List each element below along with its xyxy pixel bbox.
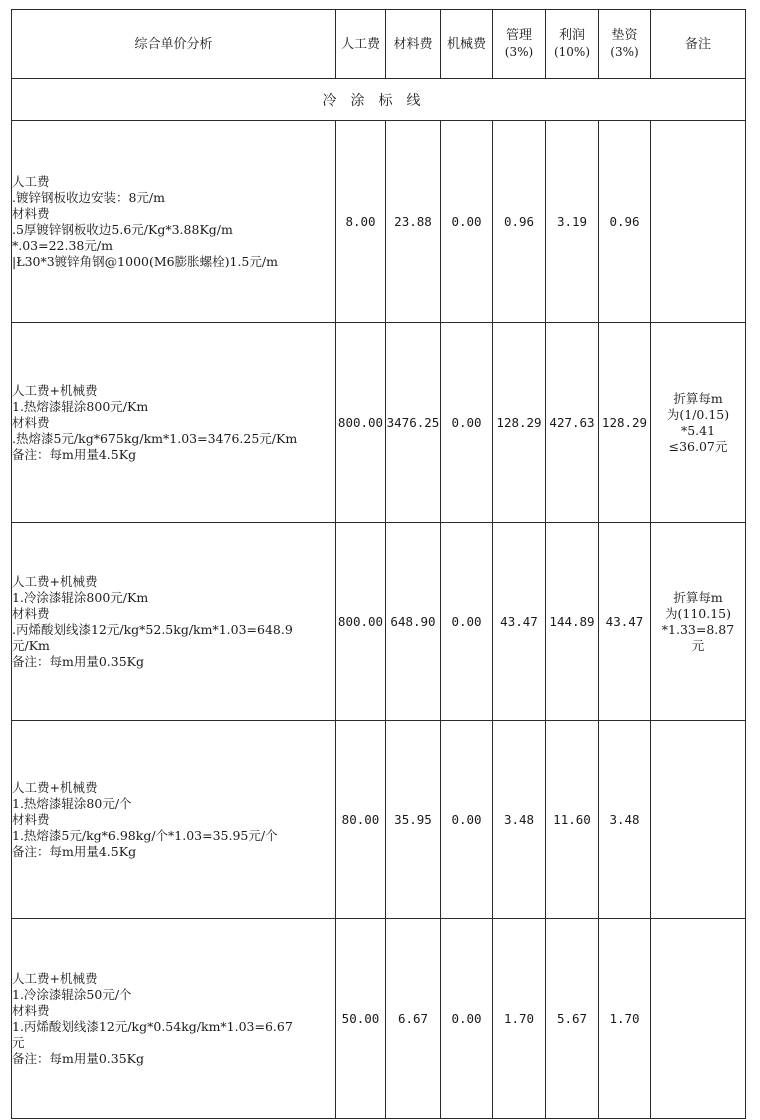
remark-line: 折算每m: [673, 390, 723, 406]
description-line: .5厚镀锌钢板收边5.6元/Kg*3.88Kg/m: [12, 221, 233, 237]
advance-cell: 0.96: [599, 121, 651, 323]
management-fee-cell: 3.48: [493, 721, 546, 919]
remarks-cell: [651, 121, 746, 323]
row-description: [12, 523, 336, 721]
header-mgmt: [493, 10, 546, 79]
material-cost-cell: 35.95: [386, 721, 441, 919]
description-line: 备注：每m用量4.5Kg: [12, 446, 137, 462]
management-fee-cell: 0.96: [493, 121, 546, 323]
row-description: [12, 721, 336, 919]
management-fee-cell: 1.70: [493, 919, 546, 1119]
machine-cost-cell: 0.00: [441, 919, 493, 1119]
machine-cost-cell: 0.00: [441, 523, 493, 721]
profit-cell: 3.19: [546, 121, 599, 323]
material-cost-cell: 648.90: [386, 523, 441, 721]
description-line: 人工费+机械费: [12, 779, 98, 795]
header-mgmt-label: 管理: [505, 28, 532, 43]
description-line: 元: [12, 1034, 25, 1050]
header-profit-pct: (10%): [553, 45, 591, 59]
description-line: 人工费: [12, 173, 50, 189]
remarks-cell: [651, 721, 746, 919]
advance-cell: 128.29: [599, 323, 651, 523]
description-line: 材料费: [12, 1002, 50, 1018]
row-description: [12, 323, 336, 523]
description-line: 1.丙烯酸划线漆12元/kg*0.54kg/km*1.03=6.67: [12, 1018, 293, 1034]
description-line: 1.热熔漆辊涂800元/Km: [12, 398, 149, 414]
description-line: 元/Km: [12, 637, 50, 653]
machine-cost-cell: 0.00: [441, 121, 493, 323]
section-row: [12, 79, 746, 121]
description-line: 1.冷涂漆辊涂50元/个: [12, 986, 132, 1002]
remark-line: 为(110.15): [665, 605, 731, 621]
description-line: .丙烯酸划线漆12元/kg*52.5kg/km*1.03=648.9: [12, 621, 293, 637]
description-line: 材料费: [12, 811, 50, 827]
header-machine: 机械费: [441, 10, 493, 79]
labor-cost-cell: 80.00: [336, 721, 386, 919]
remarks-cell: [651, 523, 746, 721]
profit-cell: 5.67: [546, 919, 599, 1119]
machine-cost-cell: 0.00: [441, 721, 493, 919]
description-line: 人工费+机械费: [12, 382, 98, 398]
row-description: [12, 919, 336, 1119]
management-fee-cell: 43.47: [493, 523, 546, 721]
remarks-cell: [651, 919, 746, 1119]
row-description: [12, 121, 336, 323]
table-row: [12, 523, 746, 721]
table-row: [12, 721, 746, 919]
profit-cell: 11.60: [546, 721, 599, 919]
advance-cell: 43.47: [599, 523, 651, 721]
table-row: [12, 121, 746, 323]
header-profit-label: 利润: [558, 28, 585, 43]
header-remarks: 备注: [651, 10, 746, 79]
advance-cell: 3.48: [599, 721, 651, 919]
remark-line: 元: [691, 637, 705, 653]
remarks-cell: [651, 323, 746, 523]
header-profit: [546, 10, 599, 79]
labor-cost-cell: 50.00: [336, 919, 386, 1119]
description-line: 备注：每m用量0.35Kg: [12, 1050, 145, 1066]
header-mgmt-pct: (3%): [504, 45, 534, 59]
header-row: [12, 10, 746, 79]
remark-line: *1.33=8.87: [661, 621, 735, 637]
table-row: [12, 919, 746, 1119]
description-line: .热熔漆5元/kg*675kg/km*1.03=3476.25元/Km: [12, 430, 298, 446]
management-fee-cell: 128.29: [493, 323, 546, 523]
profit-cell: 144.89: [546, 523, 599, 721]
description-line: 备注：每m用量4.5Kg: [12, 843, 137, 859]
description-line: 材料费: [12, 205, 50, 221]
header-advance: [599, 10, 651, 79]
description-line: 备注：每m用量0.35Kg: [12, 653, 145, 669]
description-line: 1.热熔漆5元/kg*6.98kg/个*1.03=35.95元/个: [12, 827, 278, 843]
material-cost-cell: 6.67: [386, 919, 441, 1119]
header-labor: 人工费: [336, 10, 386, 79]
labor-cost-cell: 8.00: [336, 121, 386, 323]
labor-cost-cell: 800.00: [336, 323, 386, 523]
header-analysis: 综合单价分析: [12, 10, 336, 79]
remark-line: 折算每m: [673, 589, 723, 605]
description-line: 材料费: [12, 414, 50, 430]
advance-cell: 1.70: [599, 919, 651, 1119]
header-advance-pct: (3%): [610, 45, 639, 59]
header-advance-label: 垫资: [611, 28, 638, 43]
description-line: 材料费: [12, 605, 50, 621]
description-line: .镀锌钢板收边安装：8元/m: [12, 189, 165, 205]
material-cost-cell: 23.88: [386, 121, 441, 323]
description-line: 人工费+机械费: [12, 573, 98, 589]
unit-price-analysis-table: [11, 9, 746, 1119]
material-cost-cell: 3476.25: [386, 323, 441, 523]
description-line: *.03=22.38元/m: [12, 237, 113, 253]
description-line: 人工费+机械费: [12, 970, 98, 986]
description-line: 1.热熔漆辊涂80元/个: [12, 795, 132, 811]
description-line: |Ł30*3镀锌角钢@1000(M6膨胀螺栓)1.5元/m: [12, 253, 278, 269]
table-row: [12, 323, 746, 523]
labor-cost-cell: 800.00: [336, 523, 386, 721]
section-title: 冷涂标线: [12, 79, 746, 121]
profit-cell: 427.63: [546, 323, 599, 523]
header-material: 材料费: [386, 10, 441, 79]
machine-cost-cell: 0.00: [441, 323, 493, 523]
remark-line: *5.41: [680, 422, 716, 438]
remark-line: ≤36.07元: [668, 438, 728, 454]
remark-line: 为(1/0.15): [666, 406, 730, 422]
description-line: 1.冷涂漆辊涂800元/Km: [12, 589, 149, 605]
